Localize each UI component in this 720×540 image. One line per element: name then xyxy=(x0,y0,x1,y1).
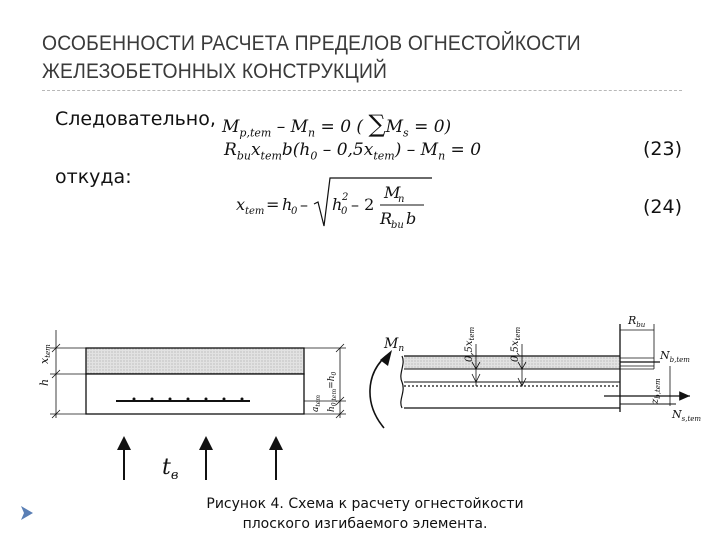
dim-h0-label: $h_{0,tem}=h_0$ xyxy=(327,371,338,412)
half-x-tem-label-1: $0,5x_{tem}$ xyxy=(464,326,476,362)
slide-title xyxy=(42,30,631,86)
svg-text:M: M xyxy=(384,183,401,202)
svg-text:x: x xyxy=(236,195,246,214)
svg-text:2: 2 xyxy=(342,192,349,203)
slide-title-line2: ЖЕЛЕЗОБЕТОННЫХ КОНСТРУКЦИЙ xyxy=(42,60,388,83)
z-b-tem-label: $z_{b,tem}$ xyxy=(650,378,662,404)
text-whence: откуда: xyxy=(55,166,132,188)
svg-text:b: b xyxy=(406,209,417,228)
compressed-zone xyxy=(86,348,304,374)
figure-scheme xyxy=(0,300,720,500)
caption-line2: плоского изгибаемого элемента. xyxy=(242,516,488,532)
r-bu-label: $R_{bu}$ xyxy=(628,314,646,329)
formula-moment-equilibrium: $M_{p,tem} - M_n = 0$ ( $\sum M_s = 0$) xyxy=(222,110,452,140)
longitudinal-diagram xyxy=(370,314,701,428)
formula-x-tem xyxy=(234,176,434,232)
svg-text:h: h xyxy=(282,195,293,214)
svg-text:=: = xyxy=(266,195,280,214)
dim-h-label: h xyxy=(38,378,51,386)
svg-text:R: R xyxy=(380,209,393,228)
bullet-arrow-icon xyxy=(20,505,34,521)
svg-text:–: – xyxy=(300,195,308,214)
equation-number-23: (23) xyxy=(643,138,683,160)
slide-title-line1: ОСОБЕННОСТИ РАСЧЕТА ПРЕДЕЛОВ ОГНЕСТОЙКОСТИ xyxy=(42,32,581,55)
equation-number-24: (24) xyxy=(643,196,683,218)
formula-2: $R_{bu}x_{tem}b(h_0 - 0,5x_{tem}) - M_n = 0$ xyxy=(224,140,482,163)
dim-a-tem-label: $a_{tem}$ xyxy=(311,394,322,412)
fire-temperature-symbol: $t_в$ xyxy=(162,455,179,483)
moment-label: $M_n$ xyxy=(384,336,405,354)
dim-x-tem-label: xtem xyxy=(38,344,52,364)
n-b-tem-label: $N_{b,tem}$ xyxy=(660,349,690,364)
svg-text:0: 0 xyxy=(341,206,348,217)
fire-arrows xyxy=(117,436,283,480)
svg-text:– 2: – 2 xyxy=(351,195,375,214)
caption-line1: Рисунок 4. Схема к расчету огнестойкости xyxy=(206,496,524,512)
svg-text:n: n xyxy=(398,194,405,205)
half-x-tem-label-2: $0,5x_{tem}$ xyxy=(510,326,522,362)
cross-section-diagram xyxy=(38,330,346,483)
section-body xyxy=(86,374,304,414)
figure-caption xyxy=(190,494,540,534)
title-divider xyxy=(42,90,682,91)
n-s-tem-label: $N_{s,tem}$ xyxy=(672,408,702,423)
svg-text:bu: bu xyxy=(391,220,404,231)
svg-text:0: 0 xyxy=(291,206,298,217)
svg-text:tem: tem xyxy=(245,206,265,217)
text-therefore: Следовательно, xyxy=(55,108,216,130)
svg-text:h: h xyxy=(332,195,343,214)
